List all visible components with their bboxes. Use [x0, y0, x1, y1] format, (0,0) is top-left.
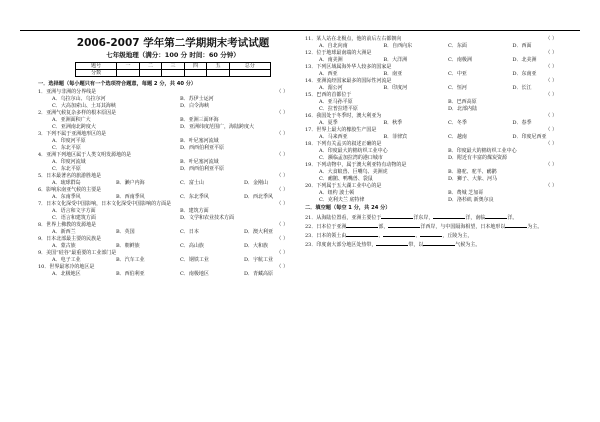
blank-field[interactable] [420, 231, 442, 237]
score-cell[interactable] [117, 70, 140, 77]
answer-option[interactable]: A．新西兰 [52, 229, 76, 235]
score-cell[interactable] [207, 70, 230, 77]
exam-title: 2006-2007 学年第二学期期末考试试题 [76, 37, 270, 49]
answer-option[interactable]: B．叶尼塞河流域 [180, 159, 219, 165]
answer-option[interactable]: B．印度河 [383, 85, 408, 91]
answer-option[interactable]: D．春季 [512, 120, 532, 126]
question-list [38, 89, 308, 278]
answer-paren[interactable]: （ ） [545, 64, 557, 70]
option-row [38, 138, 308, 145]
answer-option[interactable]: D．长江 [512, 85, 532, 91]
question-text: 19．下列动物中，属于澳大利亚特有动物的是 [305, 162, 407, 168]
answer-option[interactable]: A．湄公河 [319, 85, 343, 91]
question-text: 6．影响东南亚气候的主要是 [38, 187, 102, 193]
option-row [305, 99, 577, 106]
fill-text: 带，以 [408, 242, 424, 248]
answer-option[interactable]: A．印度最大的棉纺织工业中心 [319, 148, 388, 154]
question-stem [38, 110, 308, 117]
answer-option[interactable]: B．南亚 [383, 71, 403, 77]
answer-option[interactable]: D．金刚山 [244, 180, 269, 186]
score-table-score-row [76, 70, 271, 77]
answer-option[interactable]: C．大高加索山、土耳其海峡 [52, 103, 116, 109]
question-stem [305, 78, 577, 85]
option-row [38, 194, 308, 201]
answer-option[interactable]: A．琉球群岛 [52, 180, 81, 186]
answer-option[interactable]: B．西南季风 [116, 194, 145, 200]
option-row [38, 145, 308, 152]
score-cell: 分数 [76, 70, 117, 77]
answer-option[interactable]: B．自西向东 [383, 43, 413, 49]
question-stem [38, 250, 308, 257]
score-cell[interactable] [229, 70, 270, 77]
answer-paren[interactable]: （ ） [276, 89, 288, 95]
question-text: 4．亚洲下列地区属于人类文明发源地的是 [38, 152, 132, 158]
option-row [305, 43, 577, 50]
answer-option[interactable]: A．自北向南 [319, 43, 348, 49]
question-text: 20．下列属于五大湖工业中心的是 [305, 183, 382, 189]
option-row [305, 197, 577, 204]
answer-option[interactable]: A．语言和文字方面 [52, 208, 96, 214]
answer-paren[interactable]: （ ） [545, 162, 557, 168]
answer-option[interactable]: B．巴西高原 [448, 99, 477, 105]
answer-option[interactable]: B．濑户内海 [116, 180, 145, 186]
answer-option[interactable]: C．南极地区 [180, 271, 209, 277]
answer-option[interactable]: A．亚洲面积广大 [52, 117, 91, 123]
answer-option[interactable]: A．马来西亚 [319, 134, 348, 140]
option-row [305, 148, 577, 155]
answer-option[interactable]: C．日本 [180, 229, 199, 235]
fill-text: 21．从海陆位置看，亚洲主要位于 [305, 215, 382, 221]
score-cell: 一 [117, 63, 140, 70]
answer-option[interactable]: C．语言和建筑方面 [52, 215, 96, 221]
fill-text: 23．印度南大部分地区处热带， [305, 242, 377, 248]
blank-field[interactable] [376, 240, 408, 246]
answer-paren[interactable]: （ ） [545, 113, 557, 119]
option-row [305, 155, 577, 162]
answer-option[interactable]: A．南美洲 [319, 57, 343, 63]
blank-field[interactable] [346, 222, 378, 228]
option-row [38, 166, 308, 173]
fill-blank-list [305, 213, 577, 249]
answer-option[interactable]: A．纽约 波士顿 [319, 190, 355, 196]
answer-option[interactable]: B．骆驼、驼羊、鸸鹋 [448, 169, 497, 175]
option-row [305, 134, 577, 141]
answer-option[interactable]: A．西亚 [319, 71, 338, 77]
question-text: 3．下列不属于亚洲地形区的是 [38, 131, 107, 137]
blank-field[interactable] [485, 213, 507, 219]
answer-paren[interactable]: （ ） [276, 173, 288, 179]
answer-option[interactable]: C．东北平原 [52, 166, 81, 172]
answer-option[interactable]: B．建筑方面 [180, 208, 209, 214]
score-cell: 五 [207, 63, 230, 70]
answer-option[interactable]: C．濒临孟加拉湾的港口城市 [319, 155, 383, 161]
answer-option[interactable]: C．恒河 [448, 85, 467, 91]
score-cell[interactable] [139, 70, 162, 77]
answer-option[interactable]: B．印度最大的棉纺织工业中心 [448, 148, 517, 154]
score-cell: 二 [139, 63, 162, 70]
answer-option[interactable]: D．白令海峡 [180, 103, 210, 109]
answer-option[interactable]: C．越南 [448, 134, 467, 140]
answer-option[interactable]: D．大和族 [244, 243, 269, 249]
answer-paren[interactable]: （ ） [276, 222, 288, 228]
blank-field[interactable] [505, 222, 527, 228]
left-column [38, 36, 308, 278]
answer-option[interactable]: A．亚马孙平原 [319, 99, 353, 105]
question-text: 5．日本最著名的旅游胜地是 [38, 173, 102, 179]
option-row [305, 190, 577, 197]
option-row [305, 176, 577, 183]
option-row [38, 208, 308, 215]
blank-field[interactable] [423, 240, 455, 246]
answer-option[interactable]: B．菲律宾 [383, 134, 408, 140]
answer-option[interactable]: D．印度尼西亚 [512, 134, 547, 140]
question-text: 1．亚洲与非洲的分界线是 [38, 89, 97, 95]
answer-option[interactable]: C．东面 [448, 43, 467, 49]
answer-option[interactable]: D．宇航工业 [244, 257, 274, 263]
score-cell: 题号 [76, 63, 117, 70]
answer-paren[interactable]: （ ） [276, 236, 288, 242]
answer-option[interactable]: B．叶尼塞河流域 [180, 138, 219, 144]
option-row [305, 57, 577, 64]
answer-option[interactable]: C．东北季风 [180, 194, 209, 200]
blank-field[interactable] [381, 213, 413, 219]
question-list [305, 36, 577, 204]
score-cell: 三 [162, 63, 185, 70]
answer-option[interactable]: B．亚洲三面环海 [180, 117, 219, 123]
fill-text: 为主。 [527, 224, 543, 230]
question-text: 7．日本文化深受中国影响，日本文化深受中国影响的方面是 [38, 201, 172, 207]
answer-option[interactable]: C．南极洲 [448, 57, 472, 63]
score-table [75, 62, 271, 77]
option-row [38, 124, 308, 131]
answer-option[interactable]: D．洛杉矶 新奥尔良 [448, 197, 494, 203]
question-text: 12．位于地球最南端的大洲是 [305, 50, 372, 56]
option-row [38, 180, 308, 187]
question-text: 11．某人站在北极点，他的前后左右都朝向 [305, 36, 402, 42]
answer-option[interactable]: A．乌拉尔山、乌拉尔河 [52, 96, 106, 102]
answer-option[interactable]: B．朝鲜族 [116, 243, 140, 249]
option-row [38, 215, 308, 222]
blank-field[interactable] [346, 231, 378, 237]
question-text: 10．世界最寒冷的地区是 [38, 264, 95, 270]
answer-option[interactable]: A．北极地区 [52, 271, 81, 277]
fill-text: 气候为主。 [455, 242, 481, 248]
question-text: 13．下列区域属海外华人较多的国家是 [305, 64, 392, 70]
header-rule [20, 30, 580, 31]
score-cell: 四 [184, 63, 207, 70]
score-cell[interactable] [162, 70, 185, 77]
answer-option[interactable]: C．鸸鹋、鸭嘴兽、袋鼠 [319, 176, 373, 182]
question-stem [305, 113, 577, 120]
option-row [305, 71, 577, 78]
question-stem [38, 173, 308, 180]
question-text: 8．世界上佛教的发源地是 [38, 222, 97, 228]
answer-paren[interactable]: （ ） [545, 127, 557, 133]
fill-text: 、 [415, 233, 421, 239]
answer-option[interactable]: C．亚洲南北跨度大 [52, 124, 96, 130]
answer-paren[interactable]: （ ） [276, 187, 288, 193]
answer-option[interactable]: C．拉普拉塔平原 [319, 106, 358, 112]
fill-text: 洋。 [507, 215, 518, 221]
question-stem [38, 152, 308, 159]
answer-option[interactable]: A．电子工业 [52, 257, 81, 263]
answer-option[interactable]: D．狮子、大象、河马 [448, 176, 498, 182]
answer-paren[interactable]: （ ） [276, 201, 288, 207]
fill-text: 洋西岸，与中国隔海相望，日本地形以 [420, 224, 506, 230]
answer-option[interactable]: C．钢铁工业 [180, 257, 209, 263]
answer-paren[interactable]: （ ） [545, 50, 557, 56]
fill-text: 洋东岸， [413, 215, 434, 221]
answer-paren[interactable]: （ ） [276, 152, 288, 158]
question-stem [305, 141, 577, 148]
answer-option[interactable]: B．汽车工业 [116, 257, 145, 263]
answer-option[interactable]: D．青藏高原 [244, 271, 274, 277]
option-row [38, 96, 308, 103]
blank-field[interactable] [433, 213, 465, 219]
option-row [305, 85, 577, 92]
section-title: 一．选择题（每小题只有一个选项符合题意，每题 2 分，共 40 分） [38, 81, 197, 87]
answer-option[interactable]: C．东北平原 [52, 145, 81, 151]
answer-option[interactable]: D．澳大利亚 [244, 229, 274, 235]
answer-option[interactable]: D．附近有丰富的煤炭资源 [448, 155, 508, 161]
right-column [305, 36, 577, 249]
exam-subtitle: 七年级地理（满分：100 分 时间：60 分钟） [106, 51, 240, 59]
fill-blank-item [305, 240, 577, 249]
answer-paren[interactable]: （ ） [545, 36, 557, 42]
question-stem [38, 201, 308, 208]
question-text: 9．日本北部最主要的民族是 [38, 236, 102, 242]
answer-paren[interactable]: （ ） [545, 92, 557, 98]
blank-field[interactable] [388, 222, 420, 228]
option-row [305, 106, 577, 113]
answer-paren[interactable]: （ ） [276, 110, 288, 116]
answer-option[interactable]: C．克利夫兰 底特律 [319, 197, 365, 203]
fill-text: 22．日本位于亚洲 [305, 224, 347, 230]
option-row [38, 103, 308, 110]
answer-option[interactable]: A．大食蚁兽、巨嘴鸟、美洲虎 [319, 169, 388, 175]
score-cell[interactable] [184, 70, 207, 77]
option-row [38, 159, 308, 166]
option-row [38, 229, 308, 236]
answer-option[interactable]: C．中亚 [448, 71, 467, 77]
question-text: 14．亚洲流经国家最多的国际性河流是 [305, 78, 392, 84]
answer-option[interactable]: A．印度河流域 [52, 159, 86, 165]
option-row [305, 120, 577, 127]
question-text: 9．美国“硅谷”最重要的工业部门是 [38, 250, 117, 256]
answer-option[interactable]: C．高山族 [180, 243, 204, 249]
answer-paren[interactable]: （ ） [276, 131, 288, 137]
score-cell: 总分 [229, 63, 270, 70]
question-stem [38, 264, 308, 271]
answer-option[interactable]: C．冬季 [448, 120, 467, 126]
question-stem [305, 92, 577, 99]
section-title: 二．填空题（每空 1 分，共 24 分） [305, 205, 391, 211]
answer-option[interactable]: B．大洋洲 [383, 57, 408, 63]
answer-paren[interactable]: （ ） [276, 250, 288, 256]
question-stem [305, 36, 577, 43]
answer-option[interactable]: B．西伯利亚 [116, 271, 145, 277]
fill-text: 洋，南临 [465, 215, 486, 221]
question-stem [38, 187, 308, 194]
answer-option[interactable]: D．东南亚 [512, 71, 537, 77]
answer-option[interactable]: D．西西伯利亚平原 [180, 166, 225, 172]
fill-text: 23．日本的领土由 [305, 233, 347, 239]
answer-option[interactable]: D．西面 [512, 43, 532, 49]
question-text: 16．我国处于冬季时，澳大利亚为 [305, 113, 382, 119]
answer-option[interactable]: B．英国 [116, 229, 135, 235]
question-stem [305, 127, 577, 134]
answer-option[interactable]: B．费城 芝加哥 [448, 190, 484, 196]
question-stem [38, 222, 308, 229]
answer-option[interactable]: D．西西伯利亚平原 [180, 145, 225, 151]
blank-field[interactable] [383, 231, 415, 237]
answer-option[interactable]: A．印度河平原 [52, 138, 86, 144]
question-stem [305, 162, 577, 169]
answer-option[interactable]: B．秋季 [383, 120, 403, 126]
question-text: 17．世界上最大的橡胶生产国是 [305, 127, 377, 133]
fill-blank-item [305, 231, 577, 240]
question-stem [38, 131, 308, 138]
score-table-header-row [76, 63, 271, 70]
question-stem [38, 236, 308, 243]
fill-text: 部， [378, 224, 389, 230]
answer-option[interactable]: B．苏伊士运河 [180, 96, 214, 102]
option-row [38, 243, 308, 250]
question-stem [38, 89, 308, 96]
answer-option[interactable]: D．亚洲纬度范围广，海陆跨度大 [180, 124, 255, 130]
answer-option[interactable]: A．东南季风 [52, 194, 81, 200]
answer-option[interactable]: C．富士山 [180, 180, 204, 186]
question-stem [305, 64, 577, 71]
answer-option[interactable]: A．蒙古族 [52, 243, 76, 249]
fill-text: 、 [378, 233, 384, 239]
answer-option[interactable]: D．西北季风 [244, 194, 274, 200]
fill-blank-item [305, 213, 577, 222]
answer-paren[interactable]: （ ） [545, 183, 557, 189]
question-stem [305, 50, 577, 57]
option-row [38, 117, 308, 124]
question-stem [305, 183, 577, 190]
fill-blank-item [305, 222, 577, 231]
option-row [38, 271, 308, 278]
answer-paren[interactable]: （ ） [276, 264, 288, 270]
answer-option[interactable]: A．夏季 [319, 120, 338, 126]
question-text: 2．亚洲气候复杂多样的根本原因是 [38, 110, 117, 116]
answer-option[interactable]: D．文学和农业技术方面 [180, 215, 235, 221]
question-text: 18．下列有关孟买的叙述正确的是 [305, 141, 382, 147]
answer-option[interactable]: D．北美洲 [512, 57, 537, 63]
fill-text: ，丘陵为主， [442, 233, 473, 239]
answer-paren[interactable]: （ ） [545, 78, 557, 84]
question-text: 15．巴西的首都位于 [305, 92, 352, 98]
option-row [305, 169, 577, 176]
answer-paren[interactable]: （ ） [545, 141, 557, 147]
answer-option[interactable]: D．北部内陆 [448, 106, 478, 112]
option-row [38, 257, 308, 264]
